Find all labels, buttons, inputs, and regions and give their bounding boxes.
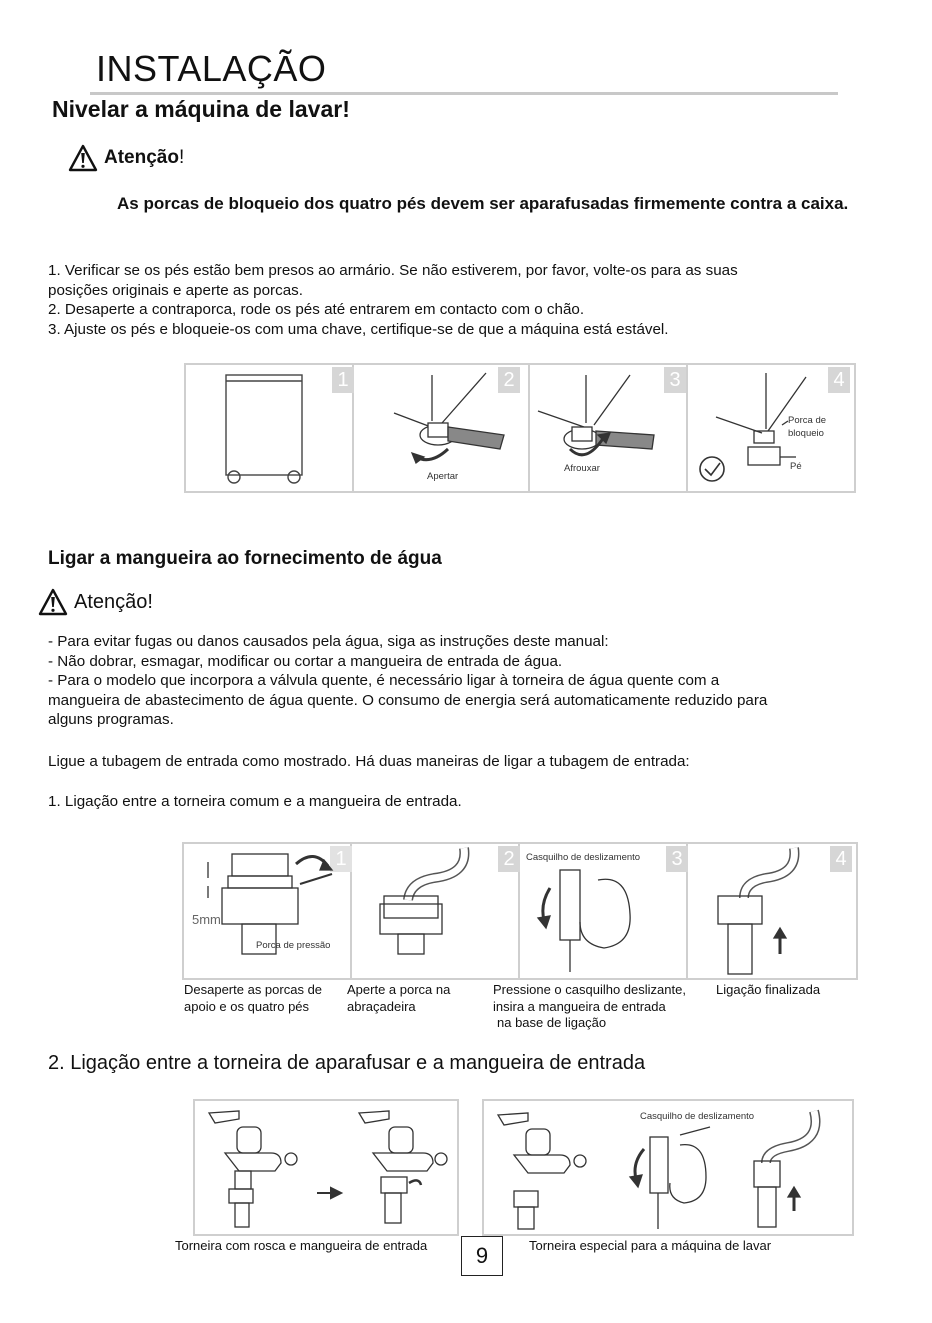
caption-line: abraçadeira <box>347 998 416 1014</box>
warning-exclamation: ! <box>178 147 185 168</box>
panel-number: 3 <box>666 846 688 872</box>
panel-number: 2 <box>498 367 520 393</box>
warning-line: alguns programas. <box>48 711 174 729</box>
common-tap-illustration <box>184 844 856 978</box>
threaded-tap-illustration <box>195 1101 457 1234</box>
checkmark-circle-icon <box>700 457 724 481</box>
leveling-figure-strip <box>184 363 856 493</box>
label-5mm: 5mm <box>192 912 221 927</box>
panel-number: 1 <box>330 846 352 872</box>
label-locknut: Porca de <box>788 415 827 426</box>
label-sliding-sleeve: Casquilho de deslizamento <box>526 852 641 863</box>
panel-number: 3 <box>664 367 686 393</box>
caption-line: Aperte a porca na <box>347 982 451 997</box>
panel-number: 2 <box>498 846 520 872</box>
caption-line: Desaperte as porcas de <box>184 982 323 997</box>
step-line: posições originais e aperte as porcas. <box>48 281 303 299</box>
sliding-sleeve-hand-icon <box>538 870 630 972</box>
caption-threaded-tap: Torneira com rosca e mangueira de entrada <box>175 1238 428 1253</box>
label-sliding-sleeve: Casquilho de deslizamento <box>640 1111 755 1122</box>
warning-label: Atenção! <box>74 590 153 613</box>
warning-line: mangueira de abastecimento de água quente. O consumo de energia será automaticamente reduzido para <box>48 691 768 709</box>
page-number: 9 <box>461 1236 503 1276</box>
hose-intro: Ligue a tubagem de entrada como mostrado. Há duas maneiras de ligar a tubagem de entrada: <box>48 753 690 770</box>
label-locknut: bloqueio <box>788 428 824 439</box>
wrench-tighten-icon <box>394 373 504 463</box>
common-tap-figure-strip <box>182 842 858 980</box>
warning-text-locknuts: As porcas de bloqueio dos quatro pés devem ser aparafusadas firmemente contra a caixa. <box>117 194 849 213</box>
label-pressure-nut: Porca de pressão <box>256 940 331 951</box>
page-title: INSTALAÇÃO <box>96 48 327 89</box>
special-tap-figure <box>482 1099 854 1236</box>
caption-line: insira a mangueira de entrada <box>493 998 666 1014</box>
caption-step-1 <box>184 982 322 1015</box>
leveling-steps <box>48 261 878 339</box>
caption-step-3 <box>493 982 686 1032</box>
step-line: 2. Desaperte a contraporca, rode os pés até entrarem em contacto com o chão. <box>48 301 585 319</box>
screw-tap-figure <box>193 1099 459 1236</box>
label-tighten: Apertar <box>427 471 459 482</box>
caption-step-2 <box>347 982 450 1015</box>
caption-line: apoio e os quatro pés <box>184 998 310 1014</box>
tap-adapter-icon <box>208 854 332 954</box>
warning-triangle-icon <box>68 144 98 172</box>
label-loosen: Afrouxar <box>564 463 600 474</box>
panel-number: 4 <box>830 846 852 872</box>
section-heading-screw-tap: 2. Ligação entre a torneira de aparafusar e a mangueira de entrada <box>48 1052 646 1074</box>
title-rule <box>90 92 838 95</box>
method-1-title: 1. Ligação entre a torneira comum e a mangueira de entrada. <box>48 793 462 810</box>
label-foot: Pé <box>790 461 802 472</box>
warning-line: - Para evitar fugas ou danos causados pela água, siga as instruções deste manual: <box>48 633 609 650</box>
leveling-illustration <box>186 365 854 491</box>
section-heading-leveling: Nivelar a máquina de lavar! <box>52 96 350 122</box>
wrench-loosen-icon <box>538 375 654 455</box>
warning-line: - Não dobrar, esmagar, modificar ou cortar a mangueira de entrada de água. <box>48 652 563 670</box>
panel-number: 4 <box>828 367 850 393</box>
caption-step-4 <box>716 982 820 999</box>
caption-line: Ligação finalizada <box>716 982 821 997</box>
step-line: 1. Verificar se os pés estão bem presos ao armário. Se não estiverem, por favor, volte-os para as suas <box>48 262 738 279</box>
hose-nut-icon <box>380 848 464 954</box>
warning-header-1 <box>68 144 184 172</box>
caption-line: na base de ligação <box>497 1015 607 1030</box>
warning-header-2 <box>38 588 153 616</box>
washing-machine-icon <box>226 375 302 483</box>
warning-label: Atenção <box>104 147 179 168</box>
warning-line: - Para o modelo que incorpora a válvula quente, é necessário ligar à torneira de água quente com a <box>48 672 720 690</box>
hose-finished-icon <box>718 848 794 974</box>
panel-number: 1 <box>332 367 354 393</box>
warning-triangle-icon <box>38 588 68 616</box>
hose-warnings <box>48 632 878 730</box>
caption-line: Pressione o casquilho deslizante, <box>493 982 686 997</box>
section-heading-hose: Ligar a mangueira ao fornecimento de água <box>48 548 442 569</box>
step-line: 3. Ajuste os pés e bloqueie-os com uma chave, certifique-se de que a máquina está estável. <box>48 320 669 338</box>
caption-special-tap: Torneira especial para a máquina de lavar <box>529 1238 772 1253</box>
